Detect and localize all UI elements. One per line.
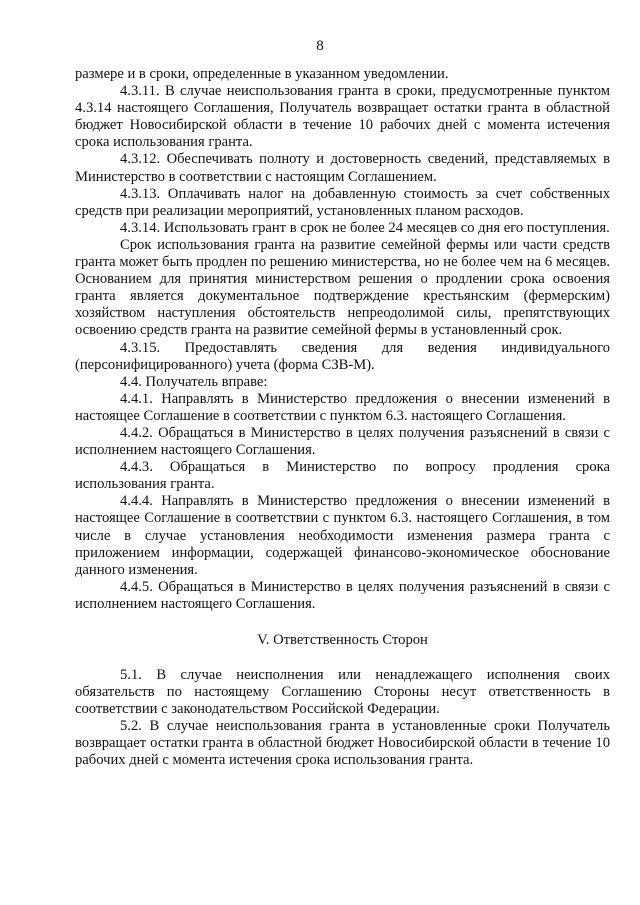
paragraph: 4.3.11. В случае неиспользования гранта в сроки, предусмотренные пунктом 4.3.14 настоящего Соглашения, Получатель возвращает остатки гранта в областной бюджет Новосибирской области в течение 10 рабочих дней с момента истечения срока использования гранта.: [75, 83, 610, 151]
paragraph: размере и в сроки, определенные в указанном уведомлении.: [75, 66, 449, 82]
section-5-paragraphs: [75, 667, 610, 770]
paragraph: 4.4.2. Обращаться в Министерство в целях получения разъяснений в связи с исполнением настоящего Соглашения.: [75, 424, 610, 459]
section-heading: V. Ответственность Сторон: [257, 632, 428, 648]
paragraph: 4.3.12. Обеспечивать полноту и достоверность сведений, представляемых в Министерство в соответствии с настоящим Соглашением.: [75, 151, 610, 185]
paragraph: 5.2. В случае неиспользования гранта в установленные сроки Получатель возвращает остатки гранта в областной бюджет Новосибирской области в течение 10 рабочих дней с момента истечения срока использования гранта.: [75, 718, 610, 769]
paragraph: 4.3.13. Оплачивать налог на добавленную стоимость за счет собственных средств при реализации мероприятий, установленных планом расходов.: [75, 185, 610, 219]
paragraph: 4.4.5. Обращаться в Министерство в целях получения разъяснений в связи с исполнением настоящего Соглашения.: [75, 578, 610, 612]
document-body: [75, 66, 610, 770]
paragraph: 4.3.14. Использовать грант в срок не более 24 месяцев со дня его поступления.: [120, 219, 610, 236]
paragraph: 4.4.4. Направлять в Министерство предложения о внесении изменений в настоящее Соглашение в соответствии с пунктом 6.3. настоящего Соглашения, в том числе в случае установления необходимости изменения размера гранта с приложением информации, содержащей финансово-экономическое обоснование данного изменения.: [75, 493, 610, 578]
paragraph: 4.4.1. Направлять в Министерство предложения о внесении изменений в настоящее Соглашение в соответствии с пунктом 6.3. настоящего Соглашения.: [75, 390, 610, 424]
paragraph: 4.4. Получатель вправе:: [120, 373, 268, 390]
page-number: 8: [316, 38, 324, 54]
paragraph: 4.4.3. Обращаться в Министерство по вопросу продления срока использования гранта.: [75, 459, 610, 493]
paragraph: 4.3.15. Предоставлять сведения для ведения индивидуального (персонифицированного) учета (форма СЗВ-М).: [75, 339, 610, 373]
paragraph: Срок использования гранта на развитие семейной фермы или части средств гранта может быть продлен по решению министерства, но не более чем на 6 месяцев. Основанием для принятия министерством решения о продлении срока освоения гранта является документальное подтверждение крестьянским (фермерским) хозяйством наступления обстоятельств непреодолимой силы, препятствующих освоению средств гранта на развитие семейной фермы в установленный срок.: [75, 236, 610, 339]
paragraph: 5.1. В случае неисполнения или ненадлежащего исполнения своих обязательств по настоящему Соглашению Стороны несут ответственность в соответствии с законодательством Российской Федерации.: [75, 667, 610, 718]
section-4-paragraphs: [75, 66, 610, 613]
